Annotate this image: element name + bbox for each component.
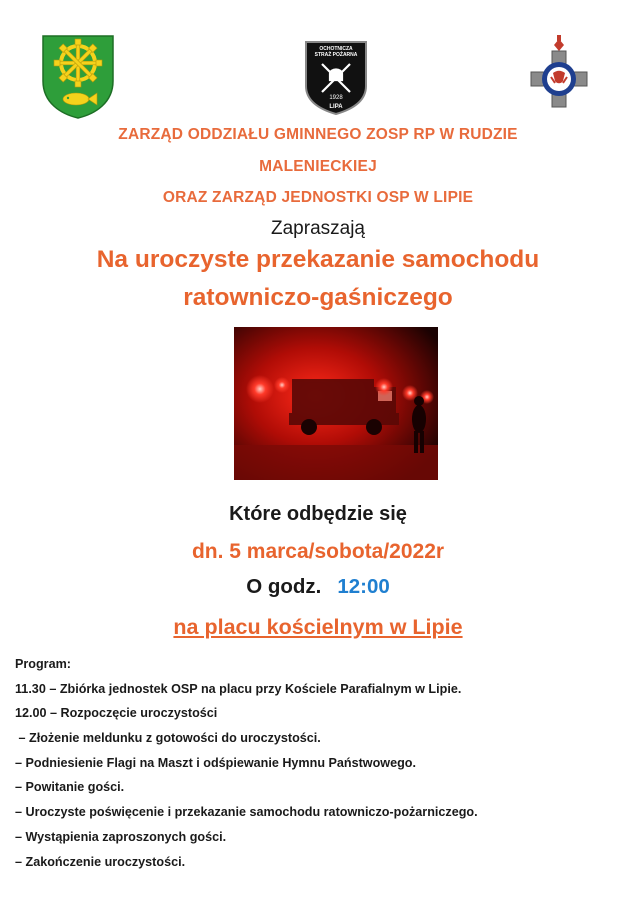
program-item: – Złożenie meldunku z gotowości do uroczystości.	[15, 731, 321, 746]
event-date: dn. 5 marca/sobota/2022r	[191, 540, 445, 563]
badge-year: 1928	[329, 95, 343, 101]
event-hour	[0, 575, 636, 599]
program-item: – Uroczyste poświęcenie i przekazanie samochodu ratowniczo-pożarniczego.	[15, 805, 478, 820]
fire-truck-photo	[234, 327, 438, 480]
event-place: na placu kościelnym w Lipie	[173, 615, 463, 639]
event-title-line-1: Na uroczyste przekazanie samochodu	[96, 246, 540, 273]
program-heading: Program:	[15, 657, 71, 671]
hour-label: O godz.	[246, 575, 322, 598]
zosp-cross-emblem-icon	[528, 33, 590, 115]
org-line-3: ORAZ ZARZĄD JEDNOSTKI OSP W LIPIE	[162, 189, 474, 206]
osp-badge-icon	[300, 36, 372, 116]
event-title-line-2: ratowniczo-gaśniczego	[183, 284, 453, 311]
program-item: 12.00 – Rozpoczęcie uroczystości	[15, 706, 218, 721]
program-list	[15, 652, 625, 874]
badge-bottom-text: LIPA	[329, 104, 343, 110]
hour-value: 12:00	[337, 575, 390, 598]
program-item: – Podniesienie Flagi na Maszt i odśpiewanie Hymnu Państwowego.	[15, 755, 416, 770]
program-item: – Wystąpienia zaproszonych gości.	[15, 829, 227, 844]
program-item: – Powitanie gości.	[15, 780, 125, 795]
program-item: 11.30 – Zbiórka jednostek OSP na placu przy Kościele Parafialnym w Lipie.	[15, 681, 462, 696]
gmina-coat-of-arms-icon	[40, 33, 116, 119]
badge-top-text-1: OCHOTNICZA	[319, 46, 353, 52]
program-item: – Zakończenie uroczystości.	[15, 854, 186, 869]
org-line-1: ZARZĄD ODDZIAŁU GMINNEGO ZOSP RP W RUDZIE	[118, 126, 518, 143]
badge-top-text-2: STRAŻ POŻARNA	[314, 52, 358, 58]
org-line-2: MALENIECKIEJ	[259, 158, 377, 175]
which-text: Które odbędzie się	[229, 503, 407, 525]
invite-text: Zapraszają	[271, 218, 365, 239]
